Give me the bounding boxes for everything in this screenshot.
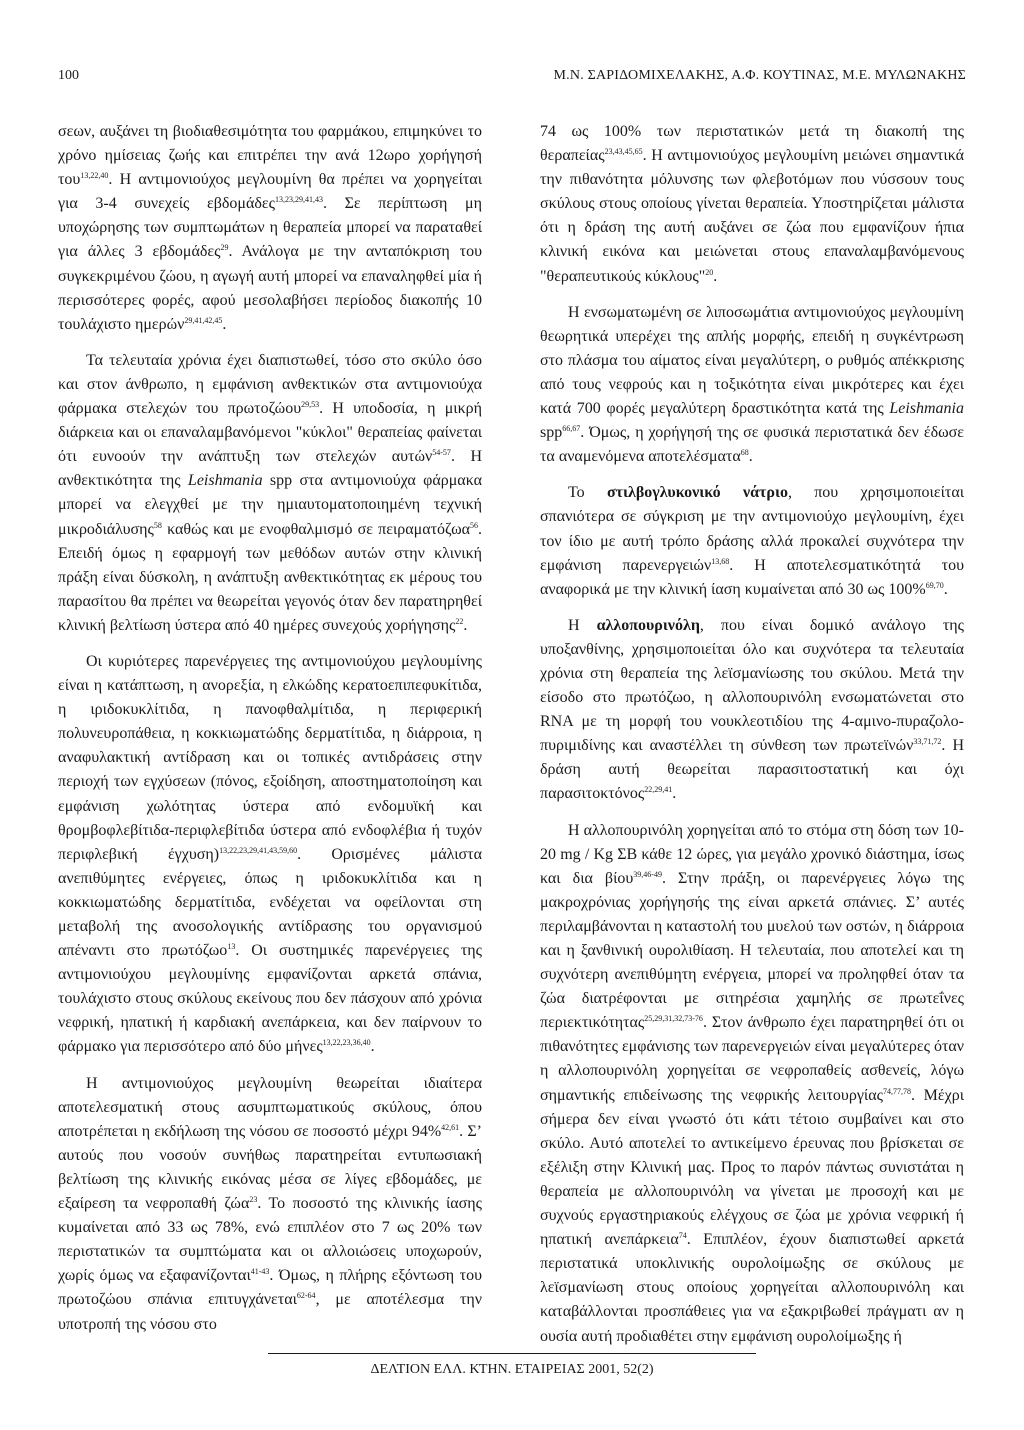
paragraph: σεων, αυξάνει τη βιοδιαθεσιμότητα του φαρμάκου, επιμηκύνει το χρόνο ημίσειας ζωής και επιτρέπει την ανά 12ωρο χορήγησή του$^{13,22,40}$. Η αντιμονιούχος μεγλουμίνη θα πρέπει να χορηγείται για 3-4 συνεχείς εβδομάδες$^{13,23,29,41,43}$. Σε περίπτωση μη υποχώρησης των συμπτωμάτων η θεραπεία μπορεί να παραταθεί για άλλες 3 εβδομάδες$^{29}$. Ανάλογα με την ανταπόκριση του συγκεκριμένου ζώου, η αγωγή αυτή μπορεί να επαναληφθεί μία ή περισσότερες φορές, αφού μεσολαβήσει περίοδος διακοπής 10 τουλάχιστο ημερών$^{29,41,42,45}$. bbox=[58, 123, 483, 333]
citation: 25,29,31,32,73-76 bbox=[644, 1014, 703, 1024]
citation: 29 bbox=[220, 243, 229, 253]
citation: 22 bbox=[455, 616, 464, 626]
paragraph: Η ενσωματωμένη σε λιποσωμάτια αντιμονιούχος μεγλουμίνη θεωρητικά υπερέχει της απλής μορφής, επειδή η συγκέντρωση στο πλάσμα του αίματος είναι μεγαλύτερη, ο ρυθμός απέκκρισης από τους νεφρούς και η τοξικότητα είναι μικρότερες και έχει κατά 700 φορές μεγαλύτερη δραστικότητα κατά της Leishmania spp$^{66,67}$. Όμως, η χορήγησή της σε φυσικά περιστατικά δεν έδωσε τα αναμενόμενα αποτελέσματα$^{68}$. bbox=[540, 303, 964, 466]
citation: 41-43 bbox=[250, 1267, 270, 1277]
paragraph: Το στιλβογλυκονικό νάτριο, που χρησιμοποιείται σπανιότερα σε σύγκριση με την αντιμονιούχο μεγλουμίνη, έχει τον ίδιο με αυτή τρόπο δράσης αλλά προκαλεί συχνότερα την εμφάνιση παρενεργειών$^{13,68}$. Η αποτελεσματικότητά του αναφορικά με την κλινική ίαση κυμαίνεται από 30 ως 100%$^{69,70}$. bbox=[540, 484, 964, 598]
paragraph: 74 ως 100% των περιστατικών μετά τη διακοπή της θεραπείας$^{23,43,45,65}$. Η αντιμονιούχος μεγλουμίνη μειώνει σημαντικά την πιθανότητα μόλυνσης των φλεβοτόμων που νύσσουν τους σκύλους στους οποίους γίνεται θεραπεία. Υποστηρίζεται μάλιστα ότι η δράση της αυτή αυξάνει σε ζώα που εμφανίζουν ήπια κλινική εικόνα και μειώνεται στους επαναλαμβανόμενους "θεραπευτικούς κύκλους"$^{20}$. bbox=[540, 123, 964, 285]
drug-term: στιλβογλυκονικό νάτριο bbox=[606, 484, 788, 502]
citation: 29,41,42,45 bbox=[184, 315, 223, 325]
genus-name: Leishmania bbox=[187, 472, 263, 490]
citation: 23,43,45,65 bbox=[604, 147, 643, 157]
footer-journal-citation: ΔΕΛΤΙΟΝ ΕΛΛ. ΚΤΗΝ. ΕΤΑΙΡΕΙΑΣ 2001, 52(2) bbox=[370, 1362, 654, 1377]
genus-name: Leishmania bbox=[889, 400, 964, 418]
citation: 13,22,23,36,40 bbox=[322, 1038, 371, 1048]
citation: 23 bbox=[249, 1195, 258, 1205]
citation: 54-57 bbox=[432, 448, 451, 458]
citation: 69,70 bbox=[925, 580, 944, 590]
citation: 29,53 bbox=[301, 400, 320, 410]
paragraph: Η αλλοπουρινόλη χορηγείται από το στόμα στη δόση των 10-20 mg / Kg ΣΒ κάθε 12 ώρες, για μεγάλο χρονικό διάστημα, ίσως και δια βίου$^{39,46-49}$. Στην πράξη, οι παρενέργειες λόγω της μακροχρόνιας χορήγησής της είναι αρκετά σπάνιες. Σ’ αυτές περιλαμβάνονται η καταστολή του μυελού των οστών, η διάρροια και η ξανθινική ουρολιθίαση. Η τελευταία, που αποτελεί και τη συχνότερη ανεπιθύμητη ενέργεια, μπορεί να προληφθεί όταν τα ζώα διατρέφονται με σιτηρέσια χαμηλής σε πρωτεΐνες περιεκτικότητας$^{25,29,31,32,73-76}$. Στον άνθρωπο έχει παρατηρηθεί ότι οι πιθανότητες εμφάνισης των παρενεργειών είναι μεγαλύτερες όταν η αλλοπουρινόλη χορηγείται σε νεφροπαθείς ασθενείς, λόγω σημαντικής επιδείνωσης της νεφρικής λειτουργίας$^{74,77,78}$. Μέχρι σήμερα δεν είναι γνωστό ότι κάτι τέτοιο συμβαίνει και στο σκύλο. Αυτό αποτελεί το αντικείμενο έρευνας που βρίσκεται σε εξέλιξη στην Κλινική μας. Προς το παρόν πάντως συνιστάται η θεραπεία με αλλοπουρινόλη να γίνεται με προσοχή και με συχνούς εργαστηριακούς ελέγχους σε ζώα με χρόνια νεφρική ή ηπατική ανεπάρκεια$^{74}$. Επιπλέον, έχουν διαπιστωθεί αρκετά περιστατικά υποκλινικής ουρολοίμωξης σε σκύλους με λεϊσμανίωση στους οποίους χορηγείται αλλοπουρινόλη και καταβάλλονται προσπάθειες για να εξακριβωθεί πράγματι αν η ουσία αυτή προδιαθέτει στην εμφάνιση ουρολοίμωξης ή bbox=[540, 821, 964, 1345]
paragraph: Η αλλοπουρινόλη, που είναι δομικό ανάλογο της υποξανθίνης, χρησιμοποιείται όλο και συχνότερα τα τελευταία χρόνια στη θεραπεία της λεϊσμανίωσης του σκύλου. Μετά την είσοδο στο πρωτόζωο, η αλλοπουρινόλη ενσωματώνεται στο RNA με τη μορφή του νουκλεοτιδίου της 4-αμινο-πυραζολο-πυριμιδίνης και αναστέλλει τη σύνθεση των πρωτεϊνών$^{33,71,72}$. Η δράση αυτή θεωρείται παρασιτοστατική και όχι παρασιτοκτόνος$^{22,29,41}$. bbox=[540, 616, 964, 803]
citation: 68 bbox=[740, 448, 749, 458]
citation: 22,29,41 bbox=[644, 785, 673, 795]
footer-rule bbox=[268, 1353, 756, 1354]
citation: 13,22,23,29,41,43,59,60 bbox=[219, 845, 298, 855]
citation: 20 bbox=[705, 267, 714, 277]
drug-term: αλλοπουρινόλη bbox=[596, 616, 700, 634]
citation: 33,71,72 bbox=[913, 737, 942, 747]
citation: 74,77,78 bbox=[882, 1086, 911, 1096]
citation: 13,68 bbox=[711, 556, 730, 566]
citation: 62-64 bbox=[296, 1291, 316, 1301]
citation: 39,46-49 bbox=[633, 869, 662, 879]
running-head-authors: Μ.Ν. ΣΑΡΙΔΟΜΙΧΕΛΑΚΗΣ, Α.Φ. ΚΟΥΤΙΝΑΣ, Μ.Ε. ΜΥΛΩΝΑΚΗΣ bbox=[553, 68, 966, 83]
citation: 58 bbox=[153, 520, 162, 530]
citation: 66,67 bbox=[562, 424, 581, 434]
citation: 42,61 bbox=[441, 1122, 460, 1132]
right-column bbox=[540, 120, 964, 1361]
citation: 13 bbox=[227, 942, 236, 952]
citation: 13,22,40 bbox=[80, 171, 109, 181]
paragraph: Οι κυριότερες παρενέργειες της αντιμονιούχου μεγλουμίνης είναι η κατάπτωση, η ανορεξία, η ελκώδης κερατοεπιπεφυκίτιδα, η ιριδοκυκλίτιδα, η πανοφθαλμίτιδα, η περιφερική πολυνευροπάθεια, η κοκκιωματώδης δερματίτιδα, η διάρροια, η αναφυλακτική αντίδραση και οι τοπικές αντιδράσεις στην περιοχή των εγχύσεων (πόνος, εξοίδηση, αποστηματοποίηση και εμφάνιση χωλότητας ύστερα από ενδομυϊκή και θρομβοφλεβίτιδα-περιφλεβίτιδα ύστερα από ενδοφλέβια ή τυχόν περιφλεβική έγχυση)$^{13,22,23,29,41,43,59,60}$. Ορισμένες μάλιστα ανεπιθύμητες ενέργειες, όπως η ιριδοκυκλίτιδα και η κοκκιωματώδης δερματίτιδα, ενδέχεται να οφείλονται στη μεταβολή της ανοσολογικής αντίδρασης του οργανισμού απέναντι στο πρωτόζωο$^{13}$. Οι συστημικές παρενέργειες της αντιμονιούχου μεγλουμίνης εμφανίζονται αρκετά σπάνια, τουλάχιστο στους σκύλους εκείνους που δεν πάσχουν από χρόνια νεφρική, ηπατική ή καρδιακή ανεπάρκεια, και δεν παίρνουν το φάρμακο για περισσότερο από δύο μήνες$^{13,22,23,36,40}$. bbox=[58, 652, 483, 1056]
paragraph: Η αντιμονιούχος μεγλουμίνη θεωρείται ιδιαίτερα αποτελεσματική στους ασυμπτωματικούς σκύλους, όπου αποτρέπεται η εκδήλωση της νόσου σε ποσοστό μέχρι 94%$^{42,61}$. Σ’ αυτούς που νοσούν συνήθως παρατηρείται εντυπωσιακή βελτίωση της κλινικής εικόνας μέσα σε λίγες εβδομάδες, με εξαίρεση τα νεφροπαθή ζώα$^{23}$. Το ποσοστό της κλινικής ίασης κυμαίνεται από 33 ως 78%, ενώ επιπλέον στο 7 ως 20% των περιστατικών τα συμπτώματα και οι αλλοιώσεις υποχωρούν, χωρίς όμως να εξαφανίζονται$^{41-43}$. Όμως, η πλήρης εξόντωση του πρωτοζώου σπάνια επιτυγχάνεται$^{62-64}$, με αποτέλεσμα την υποτροπή της νόσου στο bbox=[58, 1074, 483, 1333]
page-number: 100 bbox=[58, 68, 79, 83]
paragraph: Τα τελευταία χρόνια έχει διαπιστωθεί, τόσο στο σκύλο όσο και στον άνθρωπο, η εμφάνιση ανθεκτικών στα αντιμονιούχα φάρμακα στελεχών του πρωτοζώου$^{29,53}$. Η υποδοσία, η μικρή διάρκεια και οι επαναλαμβανόμενοι "κύκλοι" θεραπείας φαίνεται ότι ευνοούν την ανάπτυξη των στελεχών αυτών$^{54-57}$. Η ανθεκτικότητα της Leishmania spp στα αντιμονιούχα φάρμακα μπορεί να ελεγχθεί με την ημιαυτοματοποιημένη τεχνική μικροδιάλυσης$^{58}$ καθώς και με ενοφθαλμισμό σε πειραματόζωα$^{56}$. Επειδή όμως η εφαρμογή των μεθόδων αυτών στην κλινική πράξη είναι δύσκολη, η ανάπτυξη ανθεκτικότητας εκ μέρους του παρασίτου θα πρέπει να θεωρείται γεγονός όταν δεν παρατηρηθεί κλινική βελτίωση ύστερα από 40 ημέρες συνεχούς χορήγησης$^{22}$. bbox=[58, 351, 483, 634]
citation: 56 bbox=[470, 520, 478, 530]
left-column bbox=[58, 120, 482, 1349]
citation: 13,23,29,41,43 bbox=[274, 195, 323, 205]
citation: 74 bbox=[678, 1231, 687, 1241]
